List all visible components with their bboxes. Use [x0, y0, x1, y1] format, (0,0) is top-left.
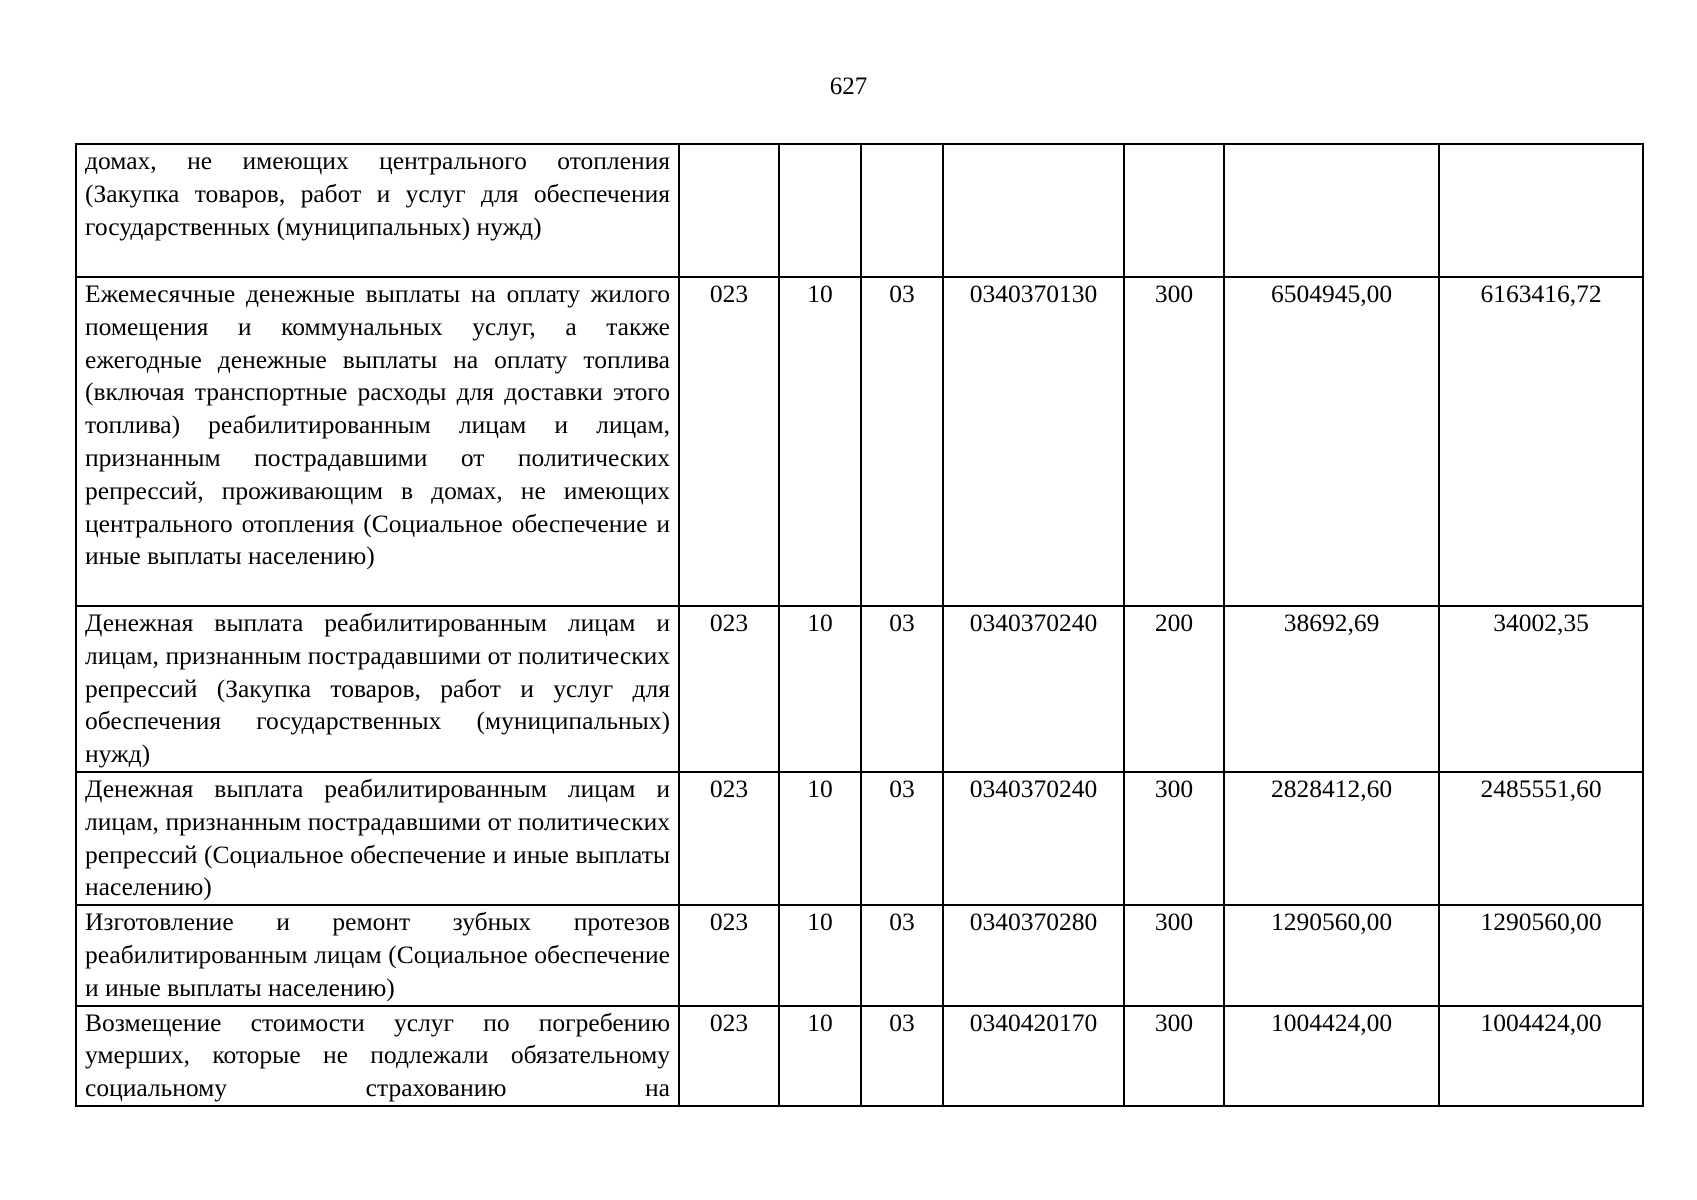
target-article-code: 0340370280: [943, 905, 1124, 1005]
amount-2: 6163416,72: [1439, 277, 1643, 606]
target-article-code: 0340420170: [943, 1006, 1124, 1106]
amount-1: 6504945,00: [1224, 277, 1439, 606]
ministry-code: [679, 144, 779, 277]
amount-2: 2485551,60: [1439, 772, 1643, 905]
target-article-code: 0340370240: [943, 606, 1124, 772]
expense-type-code: 300: [1124, 1006, 1224, 1106]
amount-1: [1224, 144, 1439, 277]
section-code: 10: [779, 772, 861, 905]
ministry-code: 023: [679, 772, 779, 905]
amount-2: [1439, 144, 1643, 277]
section-code: 10: [779, 277, 861, 606]
table-row: [76, 772, 1643, 905]
ministry-code: 023: [679, 905, 779, 1005]
table-row: [76, 277, 1643, 606]
subsection-code: 03: [861, 606, 943, 772]
ministry-code: 023: [679, 606, 779, 772]
row-description: домах, не имеющих центрального отопления (Закупка товаров, работ и услуг для обеспечения государственных (муниципальных) нужд): [76, 144, 679, 277]
amount-1: 38692,69: [1224, 606, 1439, 772]
expense-type-code: 200: [1124, 606, 1224, 772]
section-code: 10: [779, 606, 861, 772]
section-code: 10: [779, 905, 861, 1005]
row-description: Изготовление и ремонт зубных протезов реабилитированным лицам (Социальное обеспечение и иные выплаты населению): [76, 905, 679, 1005]
amount-1: 1004424,00: [1224, 1006, 1439, 1106]
subsection-code: 03: [861, 905, 943, 1005]
subsection-code: [861, 144, 943, 277]
row-description: Денежная выплата реабилитированным лицам и лицам, признанным пострадавшими от политических репрессий (Закупка товаров, работ и услуг для обеспечения государственных (муниципальных) нужд): [76, 606, 679, 772]
amount-1: 1290560,00: [1224, 905, 1439, 1005]
amount-1: 2828412,60: [1224, 772, 1439, 905]
subsection-code: 03: [861, 277, 943, 606]
table-row: [76, 1006, 1643, 1106]
table-row: [76, 144, 1643, 277]
ministry-code: 023: [679, 1006, 779, 1106]
expense-type-code: 300: [1124, 905, 1224, 1005]
row-description: Денежная выплата реабилитированным лицам и лицам, признанным пострадавшими от политических репрессий (Социальное обеспечение и иные выплаты населению): [76, 772, 679, 905]
row-description: Ежемесячные денежные выплаты на оплату жилого помещения и коммунальных услуг, а также ежегодные денежные выплаты на оплату топлива (включая транспортные расходы для доставки этого топлива) реабилитированным лицам и лицам, признанным пострадавшими от политических репрессий, проживающим в домах, не имеющих центрального отопления (Социальное обеспечение и иные выплаты населению): [76, 277, 679, 606]
target-article-code: 0340370130: [943, 277, 1124, 606]
subsection-code: 03: [861, 1006, 943, 1106]
amount-2: 34002,35: [1439, 606, 1643, 772]
target-article-code: 0340370240: [943, 772, 1124, 905]
subsection-code: 03: [861, 772, 943, 905]
ministry-code: 023: [679, 277, 779, 606]
section-code: 10: [779, 1006, 861, 1106]
section-code: [779, 144, 861, 277]
expense-type-code: 300: [1124, 277, 1224, 606]
budget-table: [75, 143, 1644, 1107]
amount-2: 1290560,00: [1439, 905, 1643, 1005]
amount-2: 1004424,00: [1439, 1006, 1643, 1106]
expense-type-code: [1124, 144, 1224, 277]
table-row: [76, 606, 1643, 772]
page-number: 627: [829, 73, 868, 100]
expense-type-code: 300: [1124, 772, 1224, 905]
table-row: [76, 905, 1643, 1005]
target-article-code: [943, 144, 1124, 277]
row-description: Возмещение стоимости услуг по погребению умерших, которые не подлежали обязательному социальному страхованию на: [76, 1006, 679, 1106]
